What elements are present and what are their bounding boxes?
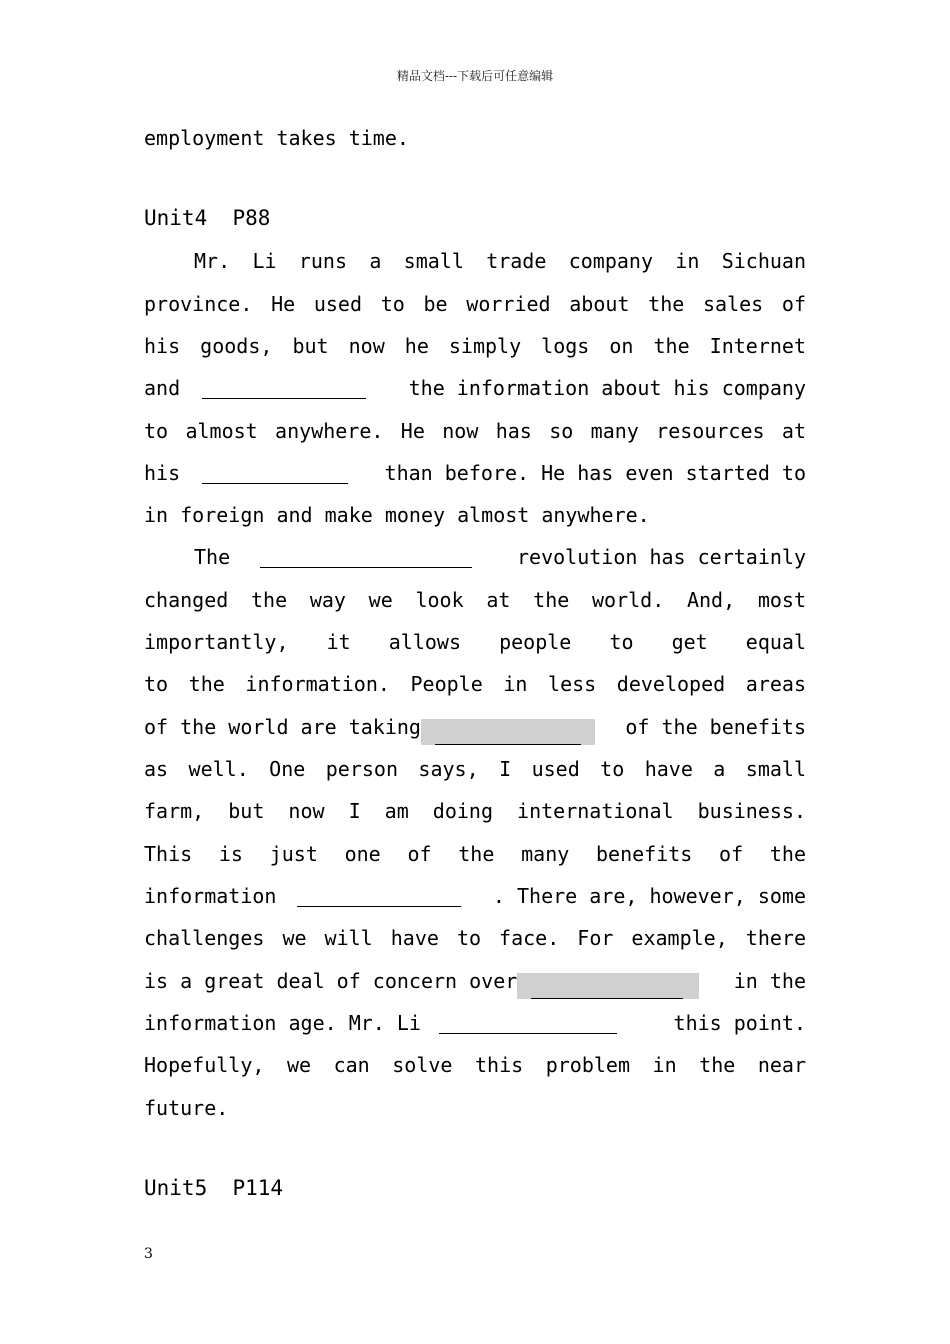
section-heading-unit4: Unit4 P88 bbox=[144, 206, 271, 230]
text-line: future. bbox=[144, 1096, 229, 1120]
text-line bbox=[144, 966, 806, 996]
fill-blank[interactable] bbox=[297, 884, 461, 907]
text-line: importantly, it allows people to get equal bbox=[144, 630, 806, 654]
fill-blank[interactable] bbox=[435, 722, 581, 745]
text-segment: revolution has certainly bbox=[517, 545, 806, 569]
text-line: as well. One person says, I used to have a small bbox=[144, 757, 806, 781]
fill-blank[interactable] bbox=[439, 1011, 617, 1034]
text-line: challenges we will have to face. For example, there bbox=[144, 926, 806, 950]
highlighted-blank bbox=[421, 719, 595, 745]
text-segment: of the benefits bbox=[625, 715, 806, 739]
text-segment: Mr. Li runs a small trade company in Sichuan bbox=[194, 249, 806, 273]
text-line bbox=[144, 881, 806, 911]
text-line: employment takes time. bbox=[144, 126, 409, 150]
text-segment: information bbox=[144, 884, 277, 908]
text-line: province. He used to be worried about the sales of bbox=[144, 292, 806, 316]
text-segment: of the world are taking bbox=[144, 715, 421, 739]
highlighted-blank bbox=[517, 973, 699, 999]
text-line: farm, but now I am doing international business. bbox=[144, 799, 806, 823]
text-line: Hopefully, we can solve this problem in the near bbox=[144, 1053, 806, 1077]
section-heading-unit5: Unit5 P114 bbox=[144, 1176, 284, 1200]
text-line: to almost anywhere. He now has so many resources at bbox=[144, 419, 806, 443]
text-line: to the information. People in less developed areas bbox=[144, 672, 806, 696]
text-segment: information age. Mr. Li bbox=[144, 1011, 421, 1035]
text-segment: his bbox=[144, 461, 181, 485]
text-segment: in the bbox=[733, 969, 806, 993]
text-segment: and bbox=[144, 376, 181, 400]
text-line: his goods, but now he simply logs on the Internet bbox=[144, 334, 806, 358]
text-line bbox=[144, 458, 806, 488]
text-segment: the information about his company bbox=[408, 376, 806, 400]
text-segment: The bbox=[194, 545, 231, 569]
document-body bbox=[144, 0, 806, 1344]
text-line bbox=[144, 373, 806, 403]
text-line: This is just one of the many benefits of the bbox=[144, 842, 806, 866]
text-segment: this point. bbox=[673, 1011, 806, 1035]
fill-blank[interactable] bbox=[531, 976, 683, 999]
text-line bbox=[194, 542, 806, 572]
page-header: 精品文档---下载后可任意编辑 bbox=[396, 69, 554, 83]
text-segment: is a great deal of concern over bbox=[144, 969, 518, 993]
text-segment: than before. He has even started to bbox=[384, 461, 806, 485]
fill-blank[interactable] bbox=[260, 545, 472, 568]
fill-blank[interactable] bbox=[202, 461, 348, 484]
text-segment: . There are, however, some bbox=[492, 884, 806, 908]
text-line bbox=[194, 246, 806, 276]
fill-blank[interactable] bbox=[202, 376, 366, 399]
text-line: changed the way we look at the world. And, most bbox=[144, 588, 806, 612]
text-line bbox=[144, 712, 806, 742]
page-number: 3 bbox=[144, 1246, 153, 1262]
text-line bbox=[144, 1008, 806, 1038]
text-line: in foreign and make money almost anywhere. bbox=[144, 503, 650, 527]
